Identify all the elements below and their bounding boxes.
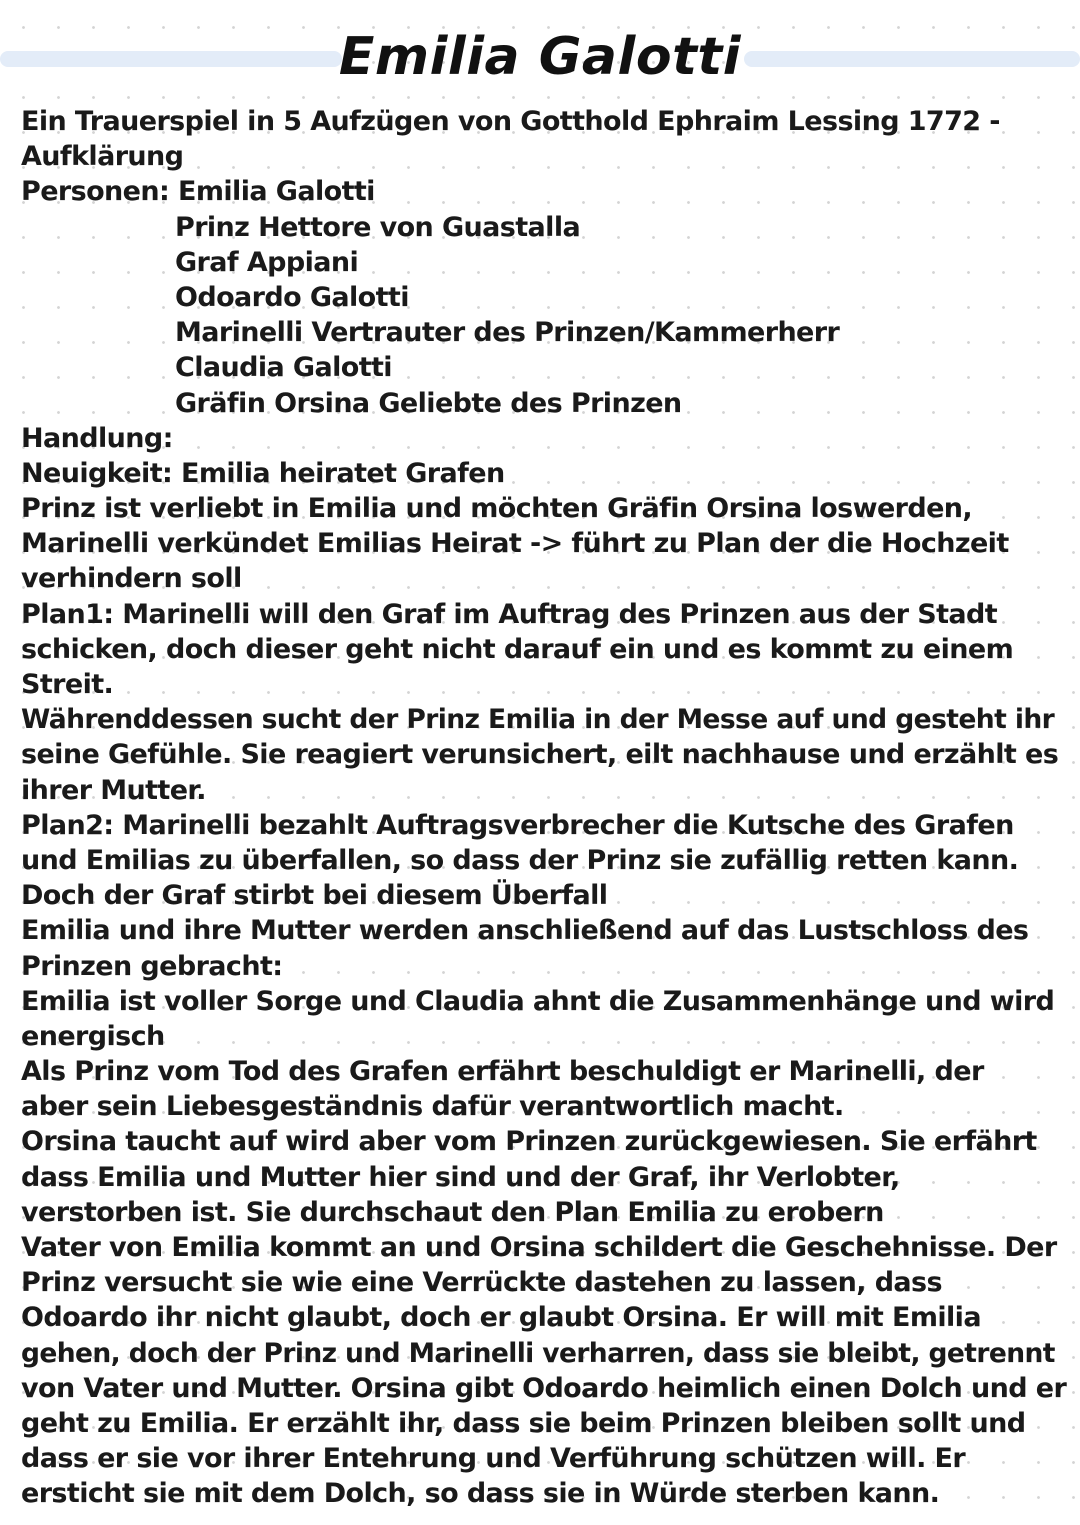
person-item: Gräfin Orsina Geliebte des Prinzen	[175, 387, 682, 419]
handlung-line: ihrer Mutter.	[21, 774, 206, 806]
handlung-line: Vater von Emilia kommt an und Orsina schildert die Geschehnisse. Der	[21, 1232, 1057, 1263]
handlung-line: geht zu Emilia. Er erzählt ihr, dass sie beim Prinzen bleiben sollt und	[21, 1407, 1026, 1439]
person-item: Emilia Galotti	[178, 176, 375, 208]
handlung-line: dass Emilia und Mutter hier sind und der Graf, ihr Verlobter,	[21, 1161, 900, 1193]
handlung-line: Orsina taucht auf wird aber vom Prinzen zurückgewiesen. Sie erfährt	[21, 1126, 1037, 1158]
handlung-line: dass er sie vor ihrer Entehrung und Verführung schützen will. Er	[21, 1443, 966, 1475]
handlung-line: seine Gefühle. Sie reagiert verunsichert, eilt nachhause und erzählt es	[21, 739, 1059, 771]
handlung-line: Streit.	[21, 669, 114, 700]
person-item: Marinelli Vertrauter des Prinzen/Kammerherr	[175, 317, 840, 349]
handlung-line: Prinzen gebracht:	[21, 950, 283, 982]
intro-line: Ein Trauerspiel in 5 Aufzügen von Gotthold Ephraim Lessing 1772 -	[21, 106, 1000, 137]
person-item: Prinz Hettore von Guastalla	[175, 211, 581, 243]
handlung-line: ersticht sie mit dem Dolch, so dass sie in Würde sterben kann.	[21, 1478, 940, 1510]
handlung-line: schicken, doch dieser geht nicht darauf ein und es kommt zu einem	[21, 633, 1014, 665]
handlung-line: Plan1: Marinelli will den Graf im Auftrag des Prinzen aus der Stadt	[21, 598, 998, 630]
notes-body	[21, 104, 1066, 1512]
handlung-line: Emilia ist voller Sorge und Claudia ahnt die Zusammenhänge und wird	[21, 985, 1055, 1017]
handlung-line: gehen, doch der Prinz und Marinelli verharren, dass sie bleibt, getrennt	[21, 1337, 1055, 1369]
person-item: Odoardo Galotti	[175, 281, 409, 313]
handlung-heading: Handlung:	[21, 422, 173, 454]
handlung-line: Marinelli verkündet Emilias Heirat -> führt zu Plan der die Hochzeit	[21, 528, 1009, 560]
page-title: Emilia Galotti	[338, 27, 742, 87]
handlung-line: aber sein Liebesgeständnis dafür verantwortlich macht.	[21, 1091, 844, 1123]
handlung-line: von Vater und Mutter. Orsina gibt Odoardo heimlich einen Dolch und er	[21, 1372, 1067, 1404]
title-bar	[0, 22, 1080, 92]
handlung-line: verstorben ist. Sie durchschaut den Plan Emilia zu erobern	[21, 1196, 884, 1228]
handlung-line: Währenddessen sucht der Prinz Emilia in der Messe auf und gesteht ihr	[21, 704, 1055, 736]
handlung-line: Prinz ist verliebt in Emilia und möchten Gräfin Orsina loswerden,	[21, 493, 973, 525]
handlung-line: Odoardo ihr nicht glaubt, doch er glaubt Orsina. Er will mit Emilia	[21, 1302, 981, 1334]
intro-line: Aufklärung	[21, 141, 184, 173]
handlung-line: Prinz versucht sie wie eine Verrückte dastehen zu lassen, dass	[21, 1267, 942, 1299]
handlung-line: Als Prinz vom Tod des Grafen erfährt beschuldigt er Marinelli, der	[21, 1056, 984, 1088]
handlung-line: Plan2: Marinelli bezahlt Auftragsverbrecher die Kutsche des Grafen	[21, 809, 1014, 841]
handlung-line: verhindern soll	[21, 563, 242, 595]
handlung-line: Doch der Graf stirbt bei diesem Überfall	[21, 880, 608, 912]
person-item: Graf Appiani	[175, 246, 359, 278]
person-item: Claudia Galotti	[175, 352, 392, 384]
personen-label: Personen:	[21, 176, 170, 208]
handlung-line: Emilia und ihre Mutter werden anschließend auf das Lustschloss des	[21, 915, 1029, 947]
handlung-line: Neuigkeit: Emilia heiratet Grafen	[21, 457, 505, 489]
handlung-line: energisch	[21, 1020, 165, 1052]
personen-first-line	[21, 174, 1066, 209]
handlung-line: und Emilias zu überfallen, so dass der Prinz sie zufällig retten kann.	[21, 844, 1019, 876]
